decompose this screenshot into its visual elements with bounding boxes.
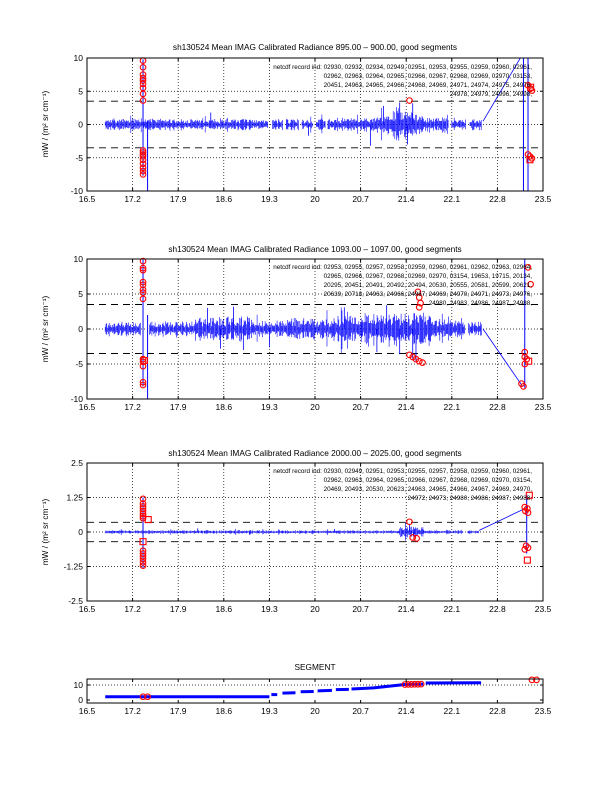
annotation-line: 20451, 24963, 24965, 24966, 24968, 24969, 24971, 24974, 24975, 24976, xyxy=(323,82,532,89)
x-tick-label: 19.3 xyxy=(261,194,278,204)
x-tick-label: 16.5 xyxy=(78,604,96,614)
netcdf-record-annotation xyxy=(273,264,532,307)
plot-radiance-1093-1097 xyxy=(71,254,552,412)
plot-segment xyxy=(74,677,552,716)
y-tick-label: -10 xyxy=(70,394,83,404)
x-tick-label: 21.4 xyxy=(397,706,415,716)
x-tick-label: 17.9 xyxy=(169,194,187,204)
plot-radiance-895-900 xyxy=(71,53,552,204)
y-tick-label: 2.5 xyxy=(71,458,83,468)
x-tick-label: 18.6 xyxy=(215,706,233,716)
x-tick-label: 20.7 xyxy=(352,706,369,716)
plot4-title: SEGMENT xyxy=(294,662,336,672)
plot2-ylabel: mW / (m² sr cm⁻¹) xyxy=(40,295,50,363)
x-tick-label: 18.6 xyxy=(215,194,233,204)
annotation-line: 20295, 20451, 20491, 20492, 20494, 20530, 20555, 20581, 20599, 20621, xyxy=(323,282,532,289)
x-tick-label: 20.7 xyxy=(352,194,369,204)
x-tick-label: 17.9 xyxy=(169,604,187,614)
y-tick-label: 0 xyxy=(78,119,83,130)
x-tick-label: 22.8 xyxy=(489,706,506,716)
x-tick-label: 17.2 xyxy=(124,402,141,412)
x-tick-label: 21.4 xyxy=(397,604,415,614)
annotation-line: 02965, 02966, 02967, 02968, 02969, 02970, 03154, 19653, 19715, 20134, xyxy=(323,273,532,280)
x-tick-label: 20 xyxy=(310,706,320,716)
y-tick-label: -2.5 xyxy=(68,596,83,606)
outlier-square-marker xyxy=(524,557,530,563)
plot3-ylabel: mW / (m² sr cm⁻¹) xyxy=(40,498,50,566)
connector-line xyxy=(483,329,522,386)
annotation-line: 24978, 24979, 24996, 24998, xyxy=(449,91,532,98)
x-tick-label: 20 xyxy=(310,402,320,412)
y-tick-label: 5 xyxy=(78,86,83,97)
y-tick-label: -1.25 xyxy=(63,561,83,572)
annotation-line: netcdf record ind: 02953, 02955, 02957, 02958, 02959, 02960, 02961, 02962, 02963, 02964, xyxy=(273,264,532,271)
y-tick-label: 0 xyxy=(78,527,83,537)
x-tick-label: 23.5 xyxy=(534,706,552,716)
x-tick-label: 23.5 xyxy=(534,402,552,412)
x-tick-label: 18.6 xyxy=(215,402,233,412)
y-tick-label: -5 xyxy=(75,359,83,369)
x-tick-label: 21.4 xyxy=(397,194,415,204)
netcdf-record-annotation xyxy=(273,468,532,502)
x-tick-label: 16.5 xyxy=(78,194,96,204)
annotation-line: 02962, 02963, 02964, 02965, 02966, 02967, 02968, 02969, 02970, 03154, xyxy=(323,477,532,484)
x-tick-label: 22.8 xyxy=(489,402,506,412)
annotation-line: 20469, 20493, 20530, 20623, 24963, 24965, 24966, 24967, 24969, 24970, xyxy=(323,486,532,493)
x-tick-label: 23.5 xyxy=(534,194,552,204)
x-tick-label: 22.1 xyxy=(443,706,461,716)
data-layer xyxy=(105,494,527,567)
noise-trace xyxy=(105,307,481,353)
annotation-line: 24980, 24983, 24986, 24987, 24988, xyxy=(428,300,532,307)
y-tick-label: 10 xyxy=(73,680,83,690)
y-tick-label: -10 xyxy=(70,186,83,196)
x-tick-label: 20 xyxy=(310,604,320,614)
y-tick-label: 1.25 xyxy=(66,492,83,503)
x-tick-label: 18.6 xyxy=(215,604,233,614)
annotation-line: netcdf record ind: 02930, 02932, 02934, 02949, 02951, 02953, 02955, 02959, 02960, 02961, xyxy=(273,64,532,71)
plot2-title: sh130524 Mean IMAG Calibrated Radiance 1093.00 – 1097.00, good segments xyxy=(168,244,462,254)
x-tick-label: 16.5 xyxy=(78,402,96,412)
x-tick-label: 17.2 xyxy=(124,706,141,716)
x-tick-label: 22.1 xyxy=(443,604,461,614)
y-tick-label: 0 xyxy=(78,695,83,705)
outlier-square-marker xyxy=(141,358,147,364)
plot3-title: sh130524 Mean IMAG Calibrated Radiance 2000.00 – 2025.00, good segments xyxy=(168,448,462,458)
x-tick-label: 17.9 xyxy=(169,402,187,412)
x-tick-label: 22.1 xyxy=(443,402,461,412)
x-tick-label: 19.3 xyxy=(261,402,278,412)
x-tick-label: 22.1 xyxy=(443,194,461,204)
x-tick-label: 21.4 xyxy=(397,402,415,412)
x-tick-label: 17.9 xyxy=(169,706,187,716)
outlier-circle-marker xyxy=(414,536,420,542)
y-tick-label: 10 xyxy=(73,53,83,63)
noise-trace xyxy=(105,107,481,141)
data-layer xyxy=(105,683,481,697)
plot-radiance-2000-2025 xyxy=(64,458,552,614)
x-tick-label: 20.7 xyxy=(352,604,369,614)
x-tick-label: 20.7 xyxy=(352,402,369,412)
y-tick-label: 5 xyxy=(78,289,83,299)
annotation-line: netcdf record ind: 02930, 02949, 02951, 02953, 02955, 02957, 02958, 02959, 02960, 02961, xyxy=(273,468,532,475)
y-tick-label: 0 xyxy=(78,324,83,334)
connector-line xyxy=(479,508,527,531)
x-tick-label: 19.3 xyxy=(261,706,278,716)
x-tick-label: 23.5 xyxy=(534,604,552,614)
annotation-line: 24972, 24973, 24980, 24986, 24987, 24988, xyxy=(407,495,532,502)
y-tick-label: -5 xyxy=(75,152,83,163)
annotation-line: 02962, 02963, 02964, 02965, 02966, 02967, 02968, 02969, 02970, 03153, xyxy=(323,73,532,80)
x-tick-label: 22.8 xyxy=(489,194,506,204)
x-tick-label: 16.5 xyxy=(78,706,96,716)
plot1-title: sh130524 Mean IMAG Calibrated Radiance 895.00 – 900.00, good segments xyxy=(172,42,458,52)
x-tick-label: 19.3 xyxy=(261,604,278,614)
outlier-circle-marker xyxy=(407,98,413,104)
plot1-ylabel: mW / (m² sr cm⁻¹) xyxy=(40,90,50,158)
x-tick-label: 22.8 xyxy=(489,604,506,614)
x-tick-label: 17.2 xyxy=(124,194,141,204)
netcdf-record-annotation xyxy=(273,64,532,98)
annotation-line: 20639, 20718, 24963, 24966, 24967, 24969, 24970, 24971, 24973, 24976, xyxy=(323,291,532,298)
x-tick-label: 17.2 xyxy=(124,604,141,614)
x-tick-label: 20 xyxy=(310,194,320,204)
y-tick-label: 10 xyxy=(73,254,83,264)
